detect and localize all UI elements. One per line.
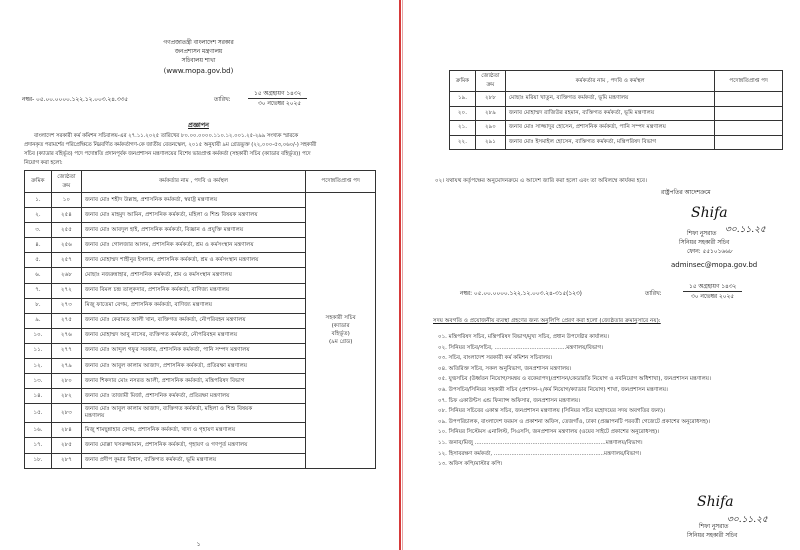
copy-list-item: ১০. সিনিয়র সিস্টেমস এনালিস্ট, সিএসসি, জনপ্রশাসন মন্ত্রণালয় (ওয়েব সাইটে প্রকাশের অনুরোধসহ)। [438, 429, 660, 436]
cell-officer: জনাব মোঃ আব্দুল গফুর সরকার, প্রশাসনিক কর্মকর্তা, পানি সম্পদ মন্ত্রণালয় [81, 343, 305, 358]
cell-officer: জনাব মোঃ গোলজার আলম, প্রশাসনিক কর্মকর্তা, শ্রম ও কর্মসংস্থান মন্ত্রণালয় [81, 238, 305, 253]
cell-officer: মোছাঃ মরিয়া খাতুন, ব্যক্তিগত কর্মকর্তা, ভূমি মন্ত্রণালয় [505, 92, 714, 107]
cell-serial: ৮. [25, 298, 52, 313]
by-order-text: রাষ্ট্রপতির আদেশক্রমে [661, 190, 711, 196]
cell-serial: ১৯. [450, 92, 476, 107]
cell-seniority: ২৮৩ [51, 404, 81, 423]
cell-officer: জনাব মোঃ ইসমাইল হোসেন, ব্যক্তিগত কর্মকর্তা, মন্ত্রিপরিষদ বিভাগ [505, 135, 714, 150]
cell-seniority: ২৮৮ [475, 92, 505, 107]
cell-promoted-post [715, 106, 783, 121]
col-header-officer: কর্মকর্তার নাম , পদবি ও কর্মস্থল [81, 171, 305, 193]
cell-serial: ১৮. [25, 453, 52, 468]
cell-officer: জনাব মোল্লা খসরুজ্জামান, প্রশাসনিক কর্মকর্তা, গৃহায়ণ ও গণপূর্ত মন্ত্রণালয় [81, 438, 305, 453]
cell-seniority: ২৭৩ [51, 298, 81, 313]
cell-officer: জনাব মোঃ তাজামী মির্জা, প্রশাসনিক কর্মকর্তা, প্রতিরক্ষা মন্ত্রণালয় [81, 389, 305, 404]
cell-serial: ১২. [25, 359, 52, 374]
cell-serial: ৪. [25, 238, 52, 253]
cell-seniority: ২৮২ [51, 389, 81, 404]
paragraph-two: ০২। যথাযথ কর্তৃপক্ষের অনুমোদনক্রমে এ আদেশ জারি করা হলো এবং তা অবিলম্বে কার্যকর হবে। [435, 178, 648, 184]
cell-seniority: ২৯১ [475, 135, 505, 150]
cell-officer: জনাব মোঃ আবুল কালাম আজাদ, ব্যক্তিগত কর্মকর্তা, মহিলা ও শিশু বিষয়ক মন্ত্রণালয় [81, 404, 305, 423]
cell-seniority: ২৭২ [51, 283, 81, 298]
cell-serial: ৬. [25, 268, 52, 283]
col-header-officer: কর্মকর্তার নাম , পদবি ও কর্মস্থল [505, 71, 714, 92]
cell-serial: ১৭. [25, 438, 52, 453]
cell-officer: জনাব মোঃ কেরামত আলী খান, ব্যক্তিগত কর্মকর্তা, নৌপরিবহন মন্ত্রণালয় [81, 313, 305, 328]
cell-officer: জনাব শিকদার মোঃ নসরত আলী, প্রশাসনিক কর্মকর্তা, মন্ত্রিপরিষদ বিভাগ [81, 374, 305, 389]
cell-seniority: ২৮৪ [51, 423, 81, 438]
table-row [450, 121, 783, 136]
col-header-seniority: জ্যেষ্ঠতা ক্রম [51, 171, 81, 193]
table-row [450, 135, 783, 150]
signature-date: ৩০.১১.২৫ [725, 225, 766, 235]
post-line: (ক্যাডার [331, 323, 350, 330]
cell-serial: ৩. [25, 223, 52, 238]
page-number: ১ [196, 542, 201, 548]
signature-scrawl-2: Shifa [697, 494, 734, 510]
cell-serial: ৯. [25, 313, 52, 328]
website-url: (www.mopa.gov.bd) [163, 67, 234, 75]
cell-serial: ১০. [25, 328, 52, 343]
date-label-copy: তারিখ: [645, 291, 662, 297]
cell-seniority: ২৯০ [475, 121, 505, 136]
cell-serial: ২২. [450, 135, 476, 150]
cell-seniority: ২৬৮ [51, 268, 81, 283]
cell-seniority: ২৫৭ [51, 253, 81, 268]
right-document-page [405, 0, 800, 550]
cell-officer: মিজু ফাতেমা বেগম, প্রশাসনিক কর্মকর্তা, বাণিজ্য মন্ত্রণালয় [81, 298, 305, 313]
cell-seniority: ২৮৯ [475, 106, 505, 121]
cell-seniority: ২৭৯ [51, 359, 81, 374]
gov-header: গণপ্রজাতন্ত্রী বাংলাদেশ সরকার [163, 40, 234, 46]
cell-officer: জনাব মোঃ আবুল কালাম আজাদ, প্রশাসনিক কর্মকর্তা, প্রতিরক্ষা মন্ত্রণালয় [81, 359, 305, 374]
page-divider [399, 0, 401, 550]
cell-serial: ১১. [25, 343, 52, 358]
cell-officer: জনাব মোঃ মাহমুদ আমিন, প্রশাসনিক কর্মকর্তা, মহিলা ও শিশু বিষয়ক মন্ত্রণালয় [81, 208, 305, 223]
cell-officer: জনাব মোঃ সাজ্জাদুর হোসেন, প্রশাসনিক কর্মকর্তা, পানি সম্পদ মন্ত্রণালয় [505, 121, 714, 136]
table-header-row [25, 171, 376, 193]
cell-officer: জনাব মোহাম্মদ রাজিউর রহমান, ব্যক্তিগত কর্মকর্তা, ভূমি মন্ত্রণালয় [505, 106, 714, 121]
cell-seniority: ২৫৬ [51, 238, 81, 253]
body-line: সচিব (ক্যাডার বহির্ভূত) পদে পদোন্নতি প্রদানপূর্বক জনপ্রশাসন মন্ত্রণালয়ের বিশেষ ভারপ্রাপ্ত কর্মকর্তা (সহকারী সচিব (ক্যাডার বহির্ভূত)) পদে [24, 151, 311, 157]
table-header-row [450, 71, 783, 92]
copy-list-item: ০৬. উপসচিব/সিনিয়র সহকারী সচিব (প্রশাসন-২/কর্ম নিয়োগ/ক্যাডার নিয়োগ) শাখা, জনপ্রশাসন মন্ত্রণালয়। [438, 387, 668, 393]
date-bangla: ১৫ অগ্রহায়ণ ১৪৩২ [248, 91, 307, 99]
signatory-name: শিফা নুসরাত [687, 231, 717, 237]
cell-officer: জনাব বিমল চন্দ্র তালুকদার, প্রশাসনিক কর্মকর্তা, বাণিজ্য মন্ত্রণালয় [81, 283, 305, 298]
signature-scrawl: Shifa [691, 205, 728, 221]
cell-promoted-post [715, 92, 783, 107]
col-header-seniority: জ্যেষ্ঠতা ক্রম [475, 71, 505, 92]
copy-list-item: ০৭. চিফ একাউন্টস এন্ড ফিন্যান্স অফিসার, জনপ্রশাসন মন্ত্রণালয়। [438, 397, 581, 404]
cell-officer: জনাব মোঃ শহীদ উল্লাহ, প্রশাসনিক কর্মকর্তা, স্বরাষ্ট্র মন্ত্রণালয় [81, 193, 305, 208]
cell-serial: ১৬. [25, 423, 52, 438]
cell-officer: মিজু শামছুন্নাহার বেগম, প্রশাসনিক কর্মকর্তা, খাদ্য ও গৃহায়ণ মন্ত্রণালয় [81, 423, 305, 438]
cell-serial: ৭. [25, 283, 52, 298]
copy-list-item: ১২. হিসাবরক্ষণ কর্মকর্তা, ...............................................................মন্ত্রণালয়/বিভাগ। [438, 450, 641, 457]
cell-serial: ১. [25, 193, 52, 208]
copy-list-item: ০৩. সচিব, বাংলাদেশ সরকারী কর্ম কমিশন সচিবালয়। [438, 355, 553, 362]
page-divider-shadow [402, 0, 403, 550]
cell-serial: ১৫. [25, 404, 52, 423]
col-header-serial: ক্রমিক [450, 71, 476, 92]
date-english: ৩০ নভেম্বর ২০২৫ [258, 101, 302, 107]
copy-list-item: ১১. জনাব/মিজু ...........................................................................মন্ত্রণালয়/বিভাগ। [438, 440, 643, 446]
ministry-header: জনপ্রশাসন মন্ত্রণালয় [174, 49, 223, 55]
cell-officer: মোছাঃ নজরুন্নাহার, প্রশাসনিক কর্মকর্তা, শ্রম ও কর্মসংস্থান মন্ত্রণালয় [81, 268, 305, 283]
copy-list-item: ০১. মন্ত্রিপরিষদ সচিব, মন্ত্রিপরিষদ বিভাগ/মুখ্য সচিব, প্রধান উপদেষ্টার কার্যালয়। [438, 334, 609, 340]
col-header-post: পদোন্নতিপ্রাপ্ত পদ [715, 71, 783, 92]
date-english-copy: ৩০ নভেম্বর ২০২৫ [691, 294, 735, 300]
signatory-designation: সিনিয়র সহকারী সচিব [679, 240, 730, 246]
cell-seniority: ২৫৫ [51, 223, 81, 238]
promotion-table-continued [449, 70, 783, 150]
body-line: প্রদানকৃত পরামর্শের পরিপ্রেক্ষিতে নিম্নবর্ণিত কর্মকর্তাগণ-কে জাতীয় বেতনস্কেল, ২০১৫ অনুযায়ী ৯ম গ্রেডভুক্ত (২২,০০০-৫৩,০৬০/-) সহকারী [24, 142, 317, 148]
promotion-table [24, 170, 376, 469]
signatory-designation-2: সিনিয়র সহকারী সচিব [687, 533, 738, 539]
cell-seniority: ২৮০ [51, 374, 81, 389]
cell-promoted-post [715, 121, 783, 136]
table-row [450, 106, 783, 121]
memo-number: নম্বর- ০৫.০০.০০০০.১২২.১২.০০৩.২৪.৩৩৫ [22, 97, 129, 103]
cell-serial: ২০. [450, 106, 476, 121]
post-line: (৯ম গ্রেড) [328, 339, 353, 346]
signatory-name-2: শিফা নুসরাত [699, 524, 729, 530]
cell-promoted-post [306, 193, 376, 469]
cell-seniority: ২৮৭ [51, 453, 81, 468]
copy-list-item: ১৩. অফিস কপি/মাস্টার কপি। [438, 461, 503, 468]
memo-number-copy: নম্বর: ০৫.০০.০০০০.১২২.১২.০০৩.২৪-৩১৫(১২৩) [460, 291, 582, 297]
cell-seniority: ২৭৬ [51, 328, 81, 343]
col-header-serial: ক্রমিক [25, 171, 52, 193]
cell-seniority: ২৭৫ [51, 313, 81, 328]
body-line: বাংলাদেশ সরকারী কর্ম কমিশন সচিবালয়-এর ২৭.১১.২০২৫ তারিখের ৮০.০০.০০০০.১১০.১২.০০১.২৫-২৯৯ সংখ্যক স্মারকে [34, 133, 299, 139]
table-row [25, 193, 376, 208]
branch-header: সচিবালয় শাখা [181, 58, 216, 64]
copy-list-item: ০৫. যুগ্মসচিব (উর্ধ্বতন নিয়োগ/সমন্বয় ও বকেয়াপদ)/প্রশাসন/কেডারতি নিয়োগ ও নবনিয়োগ অধিশাখা), জনপ্রশাসন মন্ত্রণালয়। [438, 376, 711, 383]
cell-officer: জনাব প্রদীপ কুমার বিশ্বাস, ব্যক্তিগত কর্মকর্তা, ভূমি মন্ত্রণালয় [81, 453, 305, 468]
post-line: সহকারী সচিব [325, 315, 356, 322]
cell-officer: জনাব মোহাম্মদ শাহীনুর ইসলাম, প্রশাসনিক কর্মকর্তা, শ্রম ও কর্মসংস্থান মন্ত্রণালয় [81, 253, 305, 268]
copy-list-item: ০৯. উপপরিচালক, বাংলাদেশ ফরমস ও প্রকাশনা অফিস, তেজগাঁও, ঢাকা (প্রজ্ঞাপনটি পরবর্তী গেজেটে প্রকাশের অনুরোধসহ)। [438, 418, 710, 425]
cell-serial: ২১. [450, 121, 476, 136]
date-bangla-copy: ১৫ অগ্রহায়ণ ১৪৩২ [683, 284, 742, 292]
signature-date-2: ৩০.১১.২৫ [727, 515, 768, 525]
signatory-phone: ফোন: ৫৫১০১৬৬৮ [687, 249, 733, 255]
date-label: তারিখ: [214, 97, 231, 103]
cell-serial: ১৪. [25, 389, 52, 404]
table-row [450, 92, 783, 107]
cell-seniority: ২৭৭ [51, 343, 81, 358]
cell-officer: জনাব মোঃ আবদুল হাই, প্রশাসনিক কর্মকর্তা, বিজ্ঞান ও প্রযুক্তি মন্ত্রণালয় [81, 223, 305, 238]
cell-serial: ৫. [25, 253, 52, 268]
copy-list-item: ০৮. সিনিয়র সচিবের একান্ত সচিব, জনপ্রশাসন মন্ত্রণালয় (সিনিয়র সচিব মহোদয়ের সদয় অবগতির জন্য)। [438, 408, 665, 415]
notification-title: প্রজ্ঞাপন [188, 121, 209, 129]
cell-promoted-post [715, 135, 783, 150]
cell-seniority: ১০ [51, 193, 81, 208]
body-line: নিয়োগ করা হলো: [24, 160, 63, 166]
cell-officer: জনাব মোহাম্মদ আবু নাসের, ব্যক্তিগত কর্মকর্তা, নৌপরিবহন মন্ত্রণালয় [81, 328, 305, 343]
post-line: বহির্ভূত) [331, 331, 350, 338]
col-header-post: পদোন্নতিপ্রাপ্ত পদ [306, 171, 376, 193]
copy-list-item: ০২. সিনিয়র সচিব/সচিব, .........................................মন্ত্রণালয়/বিভাগ। [438, 344, 604, 351]
left-document-page [0, 0, 397, 550]
copy-list-item: ০৪. অতিরিক্ত সচিব, সকল অনুবিভাগ, জনপ্রশাসন মন্ত্রণালয়। [438, 365, 572, 372]
cell-serial: ২. [25, 208, 52, 223]
signatory-email: adminsec@mopa.gov.bd [671, 261, 758, 269]
cell-serial: ১৩. [25, 374, 52, 389]
copy-heading: সদয় অবগতি ও প্রয়োজনীয় ব্যবস্থা গ্রহণের জন্য অনুলিপি প্রেরণ করা হলো (জ্যেষ্ঠতার ক্রমানুসারে নয়): [433, 318, 661, 324]
cell-seniority: ২৮৫ [51, 438, 81, 453]
cell-seniority: ২৫৪ [51, 208, 81, 223]
